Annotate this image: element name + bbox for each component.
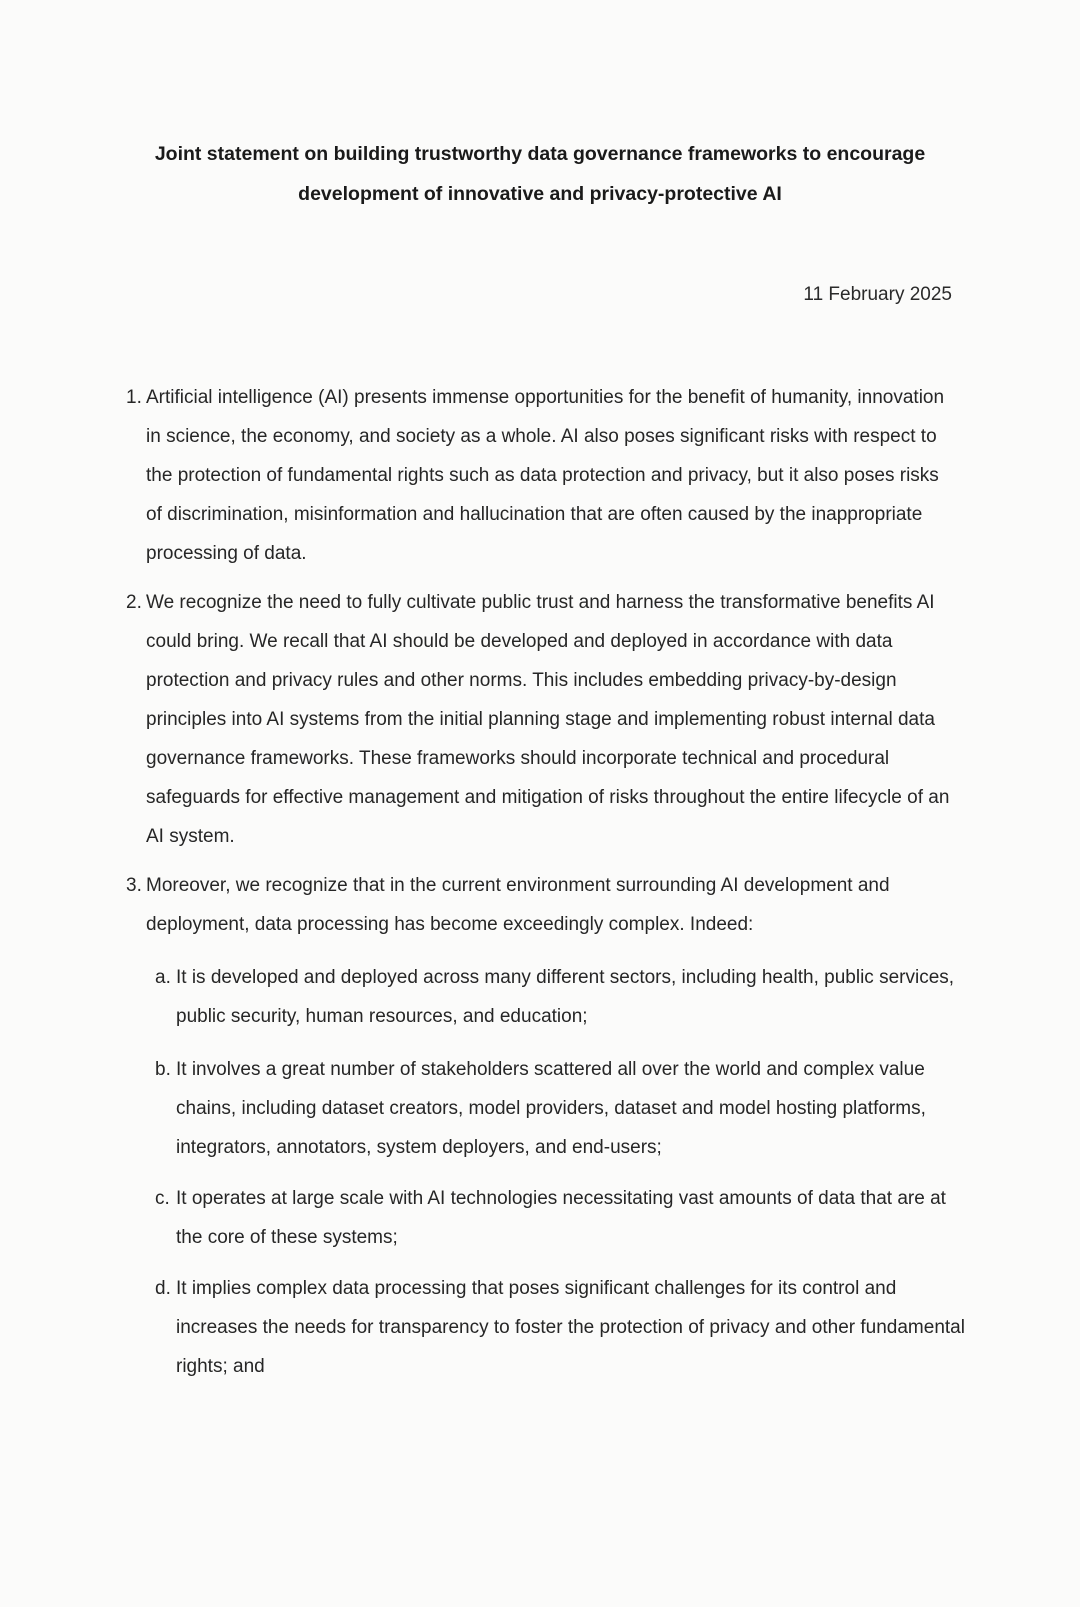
subitem-letter: b.: [155, 1059, 171, 1080]
subitem-text: It involves a great number of stakeholders scattered all over the world and complex value chains, including dataset creators, model providers, dataset and model hosting platforms, integrators, annotators, system deployers, and end-users;: [176, 1059, 926, 1158]
paragraph-text: Moreover, we recognize that in the current environment surrounding AI development and deployment, data processing has become exceedingly complex. Indeed:: [146, 875, 890, 935]
subitem-text: It implies complex data processing that poses significant challenges for its control and increases the needs for transparency to foster the protection of privacy and other fundamental rights; and: [176, 1278, 965, 1377]
paragraph-number: 2.: [126, 592, 142, 613]
subitem-letter: d.: [155, 1278, 171, 1299]
title-line-2: development of innovative and privacy-protective AI: [298, 183, 782, 205]
subitem-letter: c.: [155, 1188, 170, 1209]
paragraph-1: [126, 378, 956, 573]
subitem-c: [155, 1179, 965, 1257]
subitem-text: It operates at large scale with AI technologies necessitating vast amounts of data that are at the core of these systems;: [176, 1188, 946, 1248]
paragraph-number: 3.: [126, 875, 142, 896]
document-date: 11 February 2025: [803, 284, 952, 305]
subitem-letter: a.: [155, 967, 171, 988]
paragraph-2: [126, 583, 956, 856]
paragraph-3: [126, 866, 956, 944]
document-title: [120, 134, 960, 214]
paragraph-text: Artificial intelligence (AI) presents immense opportunities for the benefit of humanity, innovation in science, the economy, and society as a whole. AI also poses significant risks with respect to the protection of fundamental rights such as data protection and privacy, but it also poses risks of discrimination, misinformation and hallucination that are often caused by the inappropriate processing of data.: [146, 387, 945, 564]
subitem-b: [155, 1050, 965, 1167]
subitem-text: It is developed and deployed across many different sectors, including health, public services, public security, human resources, and education;: [176, 967, 955, 1027]
subitem-d: [155, 1269, 965, 1386]
paragraph-text: We recognize the need to fully cultivate public trust and harness the transformative benefits AI could bring. We recall that AI should be developed and deployed in accordance with data protection and privacy rules and other norms. This includes embedding privacy-by-design principles into AI systems from the initial planning stage and implementing robust internal data governance frameworks. These frameworks should incorporate technical and procedural safeguards for effective management and mitigation of risks throughout the entire lifecycle of an AI system.: [146, 592, 950, 847]
paragraph-number: 1.: [126, 387, 142, 408]
title-line-1: Joint statement on building trustworthy data governance frameworks to encourage: [154, 143, 926, 165]
subitem-a: [155, 958, 965, 1036]
